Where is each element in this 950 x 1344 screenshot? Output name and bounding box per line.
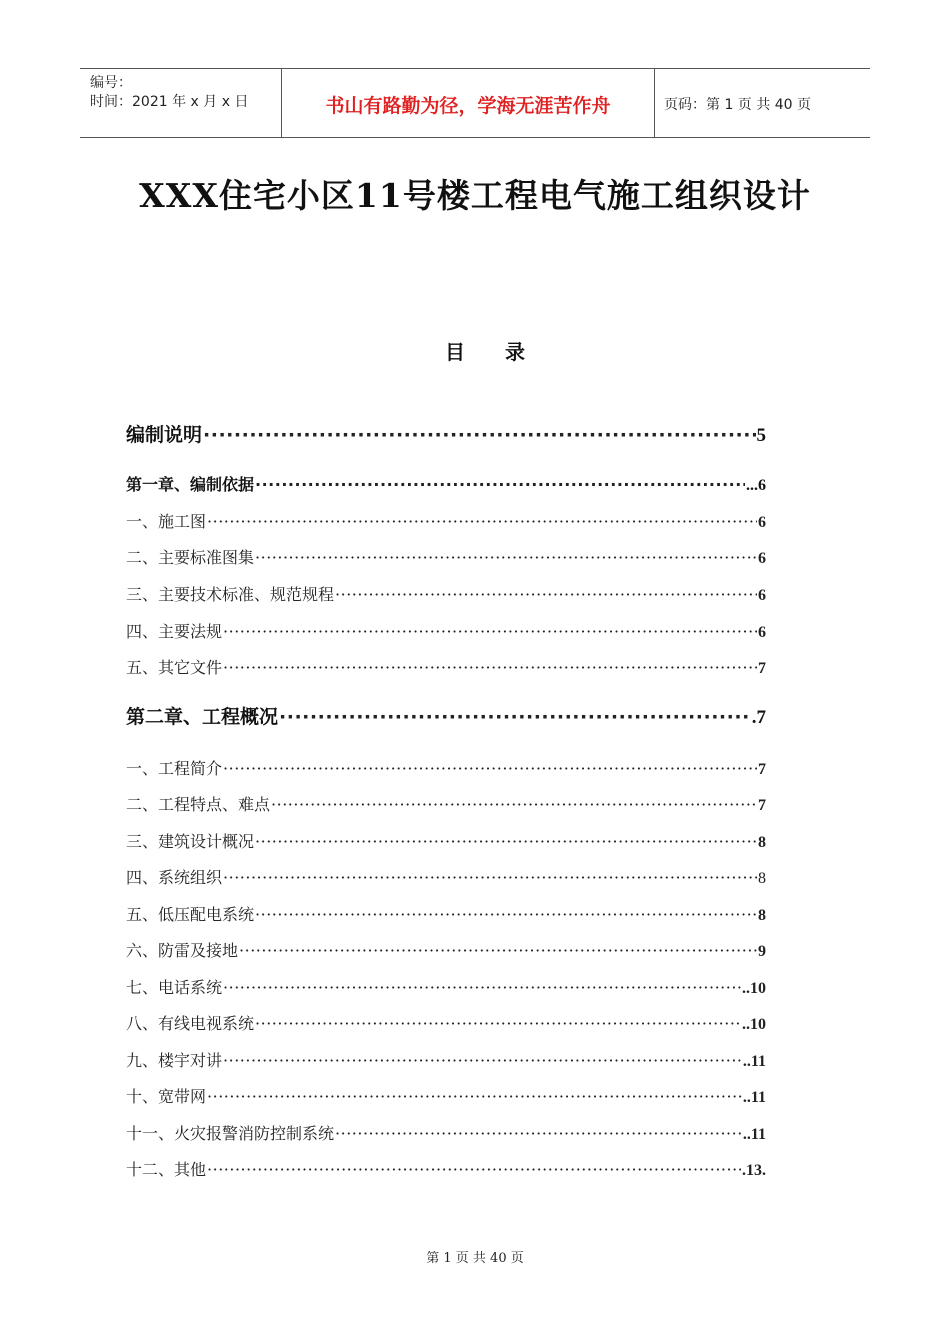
toc-entry[interactable] bbox=[126, 792, 766, 815]
time-label: 时间：2021 年 x 月 x 日 bbox=[90, 94, 249, 110]
toc-entry[interactable] bbox=[126, 756, 766, 779]
toc-entry-label: 二、工程特点、难点 bbox=[126, 795, 271, 814]
toc-entry-label: 十一、火灾报警消防控制系统 bbox=[126, 1124, 335, 1143]
toc-entry[interactable] bbox=[126, 1048, 766, 1071]
header-motto-cell bbox=[281, 69, 655, 137]
toc-entry-page: 5 bbox=[756, 425, 766, 446]
toc-entry-label: 九、楼宇对讲 bbox=[126, 1051, 223, 1070]
toc-entry-label: 四、系统组织 bbox=[126, 868, 223, 887]
toc-entry-label: 四、主要法规 bbox=[126, 622, 223, 641]
toc-entry[interactable] bbox=[126, 938, 766, 961]
toc-entry[interactable] bbox=[126, 582, 766, 605]
leader-dots bbox=[279, 706, 751, 728]
toc-entry[interactable] bbox=[126, 420, 766, 447]
toc-entry-page: 7 bbox=[758, 660, 766, 677]
toc-entry-label: 八、有线电视系统 bbox=[126, 1014, 255, 1033]
toc-entry-label: 第一章、编制依据 bbox=[126, 475, 255, 494]
header-table bbox=[80, 68, 870, 138]
toc-entry-page: 6 bbox=[758, 624, 766, 641]
leader-dots bbox=[223, 1051, 742, 1070]
motto: 书山有路勤为径，学海无涯苦作舟 bbox=[325, 95, 611, 117]
toc-entry-label: 三、主要技术标准、规范规程 bbox=[126, 585, 335, 604]
toc-entry-label: 二、主要标准图集 bbox=[126, 548, 255, 567]
toc-entry[interactable] bbox=[126, 865, 766, 888]
leader-dots bbox=[255, 905, 757, 924]
leader-dots bbox=[255, 1014, 741, 1033]
document-title: XXX住宅小区11号楼工程电气施工组织设计 bbox=[139, 176, 811, 215]
toc-entry[interactable] bbox=[126, 1084, 766, 1107]
toc-entry[interactable] bbox=[126, 975, 766, 998]
toc-entry[interactable] bbox=[126, 509, 766, 532]
toc-entry-page: 9 bbox=[758, 943, 766, 960]
toc-entry-label: 七、电话系统 bbox=[126, 978, 223, 997]
toc-entry-label: 三、建筑设计概况 bbox=[126, 832, 255, 851]
toc-entry-page: 6 bbox=[758, 514, 766, 531]
toc-entry[interactable] bbox=[126, 1011, 766, 1034]
toc-entry-label: 第二章、工程概况 bbox=[126, 706, 279, 728]
toc-entry-page: ..11 bbox=[742, 1089, 766, 1106]
toc-entry-page: ..10 bbox=[742, 1016, 766, 1033]
toc-entry-label: 一、工程简介 bbox=[126, 759, 223, 778]
toc-entry-page: 8 bbox=[758, 870, 766, 887]
toc-entry[interactable] bbox=[126, 829, 766, 852]
leader-dots bbox=[239, 941, 757, 960]
toc-entry-page: 6 bbox=[758, 550, 766, 567]
toc-entry-label: 五、其它文件 bbox=[126, 658, 223, 677]
leader-dots bbox=[223, 759, 757, 778]
toc-entry-label: 五、低压配电系统 bbox=[126, 905, 255, 924]
leader-dots bbox=[223, 868, 757, 887]
leader-dots bbox=[223, 978, 741, 997]
toc-entry-page: .13. bbox=[742, 1162, 766, 1179]
leader-dots bbox=[271, 795, 757, 814]
toc-entry-page: 8 bbox=[758, 834, 766, 851]
page-label: 页码：第 1 页 共 40 页 bbox=[664, 97, 811, 113]
leader-dots bbox=[255, 475, 745, 494]
toc-entry[interactable] bbox=[126, 702, 766, 729]
header-meta-cell bbox=[80, 69, 281, 137]
toc-entry[interactable] bbox=[126, 655, 766, 678]
leader-dots bbox=[203, 424, 755, 446]
number-label: 编号： bbox=[90, 75, 132, 91]
toc-entry[interactable] bbox=[126, 1121, 766, 1144]
toc-entry-page: 8 bbox=[758, 907, 766, 924]
toc-entry[interactable] bbox=[126, 472, 766, 495]
toc-entry[interactable] bbox=[126, 1157, 766, 1180]
toc-entry-page: ..11 bbox=[742, 1126, 766, 1143]
toc-entry-label: 编制说明 bbox=[126, 424, 203, 446]
header-page-cell bbox=[654, 69, 870, 137]
toc-entry-label: 十二、其他 bbox=[126, 1160, 207, 1179]
toc-entry-label: 一、施工图 bbox=[126, 512, 207, 531]
toc-entry[interactable] bbox=[126, 545, 766, 568]
toc-heading: 目录 bbox=[445, 340, 565, 364]
toc-entry[interactable] bbox=[126, 902, 766, 925]
toc-entry-page: 7 bbox=[758, 761, 766, 778]
toc-entry[interactable] bbox=[126, 619, 766, 642]
leader-dots bbox=[335, 585, 757, 604]
leader-dots bbox=[223, 658, 757, 677]
toc-entry-page: ..10 bbox=[742, 980, 766, 997]
toc-entry-page: 6 bbox=[758, 587, 766, 604]
toc-entry-page: .7 bbox=[751, 707, 766, 728]
toc-entry-page: ..11 bbox=[742, 1053, 766, 1070]
leader-dots bbox=[255, 832, 757, 851]
leader-dots bbox=[255, 548, 757, 567]
page-footer: 第 1 页 共 40 页 bbox=[426, 1251, 524, 1266]
leader-dots bbox=[335, 1124, 742, 1143]
leader-dots bbox=[207, 512, 757, 531]
toc-entry-page: 7 bbox=[758, 797, 766, 814]
leader-dots bbox=[223, 622, 757, 641]
toc-entry-label: 六、防雷及接地 bbox=[126, 941, 239, 960]
toc-entry-page: ...6 bbox=[746, 477, 766, 494]
toc-entry-label: 十、宽带网 bbox=[126, 1087, 207, 1106]
leader-dots bbox=[207, 1087, 742, 1106]
leader-dots bbox=[207, 1160, 741, 1179]
